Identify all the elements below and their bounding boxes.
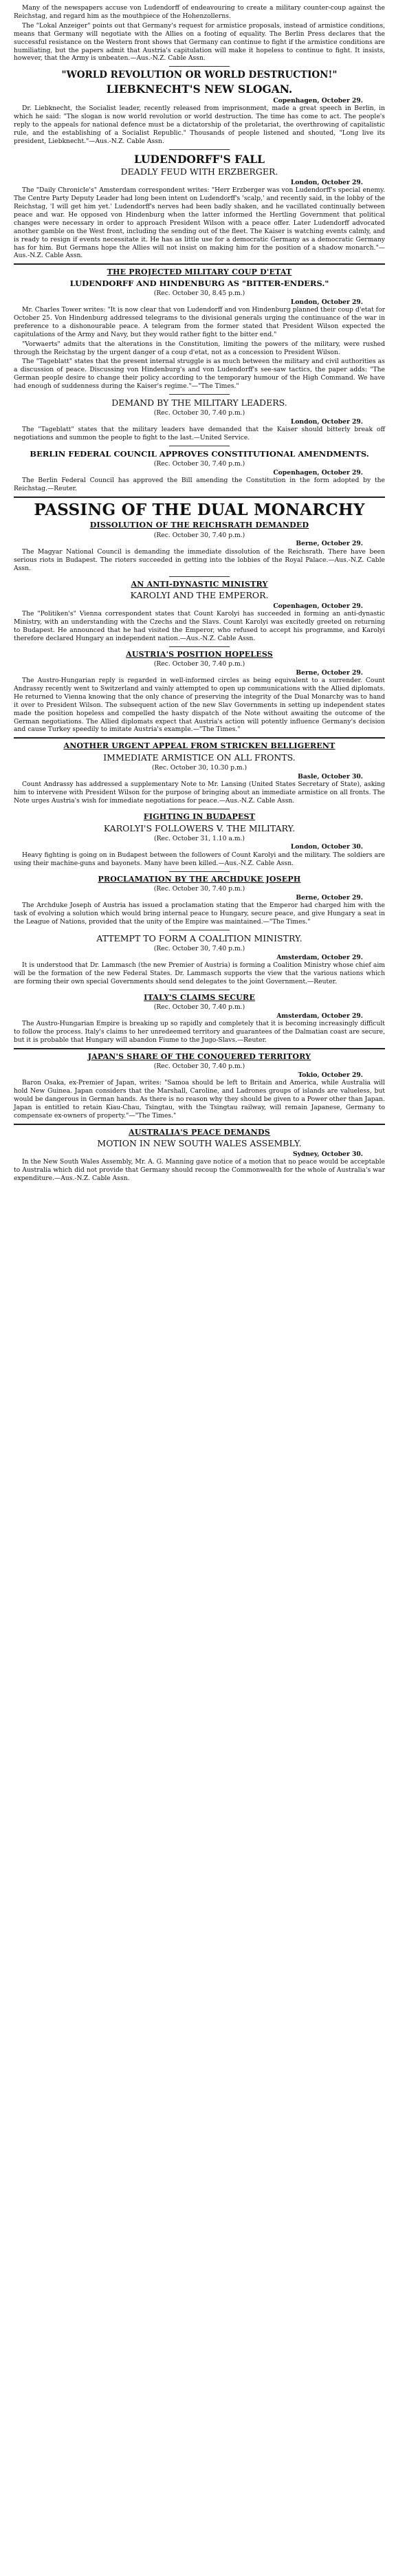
article-divider (169, 149, 230, 150)
received-time: (Rec. October 30, 7.40 p.m.) (153, 409, 245, 417)
headline (14, 521, 385, 530)
headline-text: MOTION IN NEW SOUTH WALES ASSEMBLY. (97, 1138, 302, 1149)
article-paragraph: "Vorwaerts" admits that the alterations in the Constitution, limiting the powers of the military, were rushed through the Reichstag by the urgent danger of a coup d'etat, not as a concession to President Wilson. (14, 340, 385, 356)
article-paragraph: The Archduke Joseph of Austria has issued a proclamation stating that the Emperor had charged him with the task of evolving a solution which would bring internal peace to Hungary, secure peace, and give Hungary a seat in the League of Nations, provided that the unity of the Empire was maintained.—"The Times." (14, 902, 385, 926)
received-time: (Rec. October 30, 8.45 p.m.) (153, 290, 245, 298)
headline (14, 70, 385, 81)
article-paragraph: The Austro-Hungarian reply is regarded in well-informed circles as being equivalent to a surrender. Count Andrassy recently went to Switzerland and vainly attempted to open up communications with the Allied diplomats. He returned to Vienna knowing that the only chance of preserving the integrity of the Dual Monarchy was to hand it over to President Wilson. The subsequent action of the new Slav Governments in setting up independent states made the position hopeless and compelled the hasty dispatch of the Note without awaiting the outcome of the German negotiations. The Allied diplomats expect that Austria's action will potently influence Germany's decision and cause Turkey speedily to imitate Austria's example.—"The Times." (14, 677, 385, 734)
article-paragraph: Dr. Liebknecht, the Socialist leader, recently released from imprisonment, made a great speech in Berlin, in which he said: "The slogan is now world revolution or world destruction. The time has come to act. The people's reply to the appeals for national defence must be a dictatorship of the proletariat, the overthrowing of capitalistic rule, and the establishing of a Socialist Republic." Thousands of people listened and shouted, "Long live its president, Liebknecht."—Aus.-N.Z. Cable Assn. (14, 105, 385, 145)
headline (14, 651, 385, 659)
article-paragraph: The "Lokal Anzeiger" points out that Germany's request for armistice proposals, instead of armistice conditions, means that Germany will negotiate with the Allies on a footing of equality. The Berlin Press declares that the successful resistance on the Western front shows that Germany can continue to fight if the armistice conditions are humiliating, but the papers admit that Austria's capitulation will make it hopeless to continue to fight. It insists, however, that the Army is unbeaten.—Aus.-N.Z. Cable Assn. (14, 21, 385, 63)
received-time: (Rec. October 30, 7.40 p.m.) (153, 460, 245, 468)
received-time: (Rec. October 30, 10.30 p.m.) (151, 764, 248, 772)
headline (14, 994, 385, 1003)
dateline: Berne, October 29. (296, 540, 363, 548)
received-time: (Rec. October 31, 1.10 a.m.) (154, 834, 245, 842)
headline (14, 268, 385, 277)
headline-text: "WORLD REVOLUTION OR WORLD DESTRUCTION!" (61, 69, 338, 81)
headline (14, 450, 385, 459)
dateline: Copenhagen, October 29. (273, 468, 363, 477)
headline-text: DISSOLUTION OF THE REICHSRATH DEMANDED (89, 521, 309, 530)
headline (14, 167, 385, 177)
article-paragraph: The Magyar National Council is demanding the immediate dissolution of the Reichsrath. There have been serious riots in Budapest. The rioters succeeded in getting into the lobbies of the Royal Palace.—Aus.-N.Z. Cable Assn. (14, 547, 385, 572)
headline (14, 501, 385, 519)
received-time: (Rec. October 30, 7.40 p.m.) (153, 1003, 245, 1012)
dateline: Amsterdam, October 29. (276, 1012, 363, 1020)
article-divider (169, 66, 230, 67)
headline (14, 875, 385, 884)
article-paragraph: The "Daily Chronicle's" Amsterdam correspondent writes: "Herr Erzberger was von Ludendorff's special enemy. The Centre Party Deputy Leader had long been intent on Ludendorff's 'scalp,' and recently said, in the lobby of the Reichstag, 'I will get him yet.' Ludendorff's nerves had been badly shaken, and he vacillated continually between peace and war. He opposed von Hindenburg when the latter informed the Hertling Government that political changes were necessary in order to approach President Wilson with a peace offer. Later Ludendorff advocated another gamble on the West front, including the sending out of the fleet. The Kaiser is watching events calmly, and is ready to resign if events necessitate it. He has as little use for a democratic Germany as a democratic Germany has for him. But Germans hope the Allies will not insist on making him for the position of a shadow monarch."—Aus.-N.Z. Cable Assn. (14, 186, 385, 260)
article-paragraph: Many of the newspapers accuse von Ludendorff of endeavouring to create a military counter-coup against the Reichstag, and regard him as the mouthpiece of the Hohenzollerns. (14, 4, 385, 20)
headline (14, 1128, 385, 1137)
received-time: (Rec. October 30, 7.40 p.m.) (153, 532, 245, 540)
headline-text: KAROLYI AND THE EMPEROR. (130, 590, 269, 601)
dateline: Basle, October 30. (298, 772, 363, 781)
headline (14, 591, 385, 600)
headline-text: AN ANTI-DYNASTIC MINISTRY (131, 579, 268, 589)
received-time: (Rec. October 30, 7.40 p.m.) (153, 1062, 245, 1071)
headline (14, 824, 385, 833)
article-paragraph: Baron Osaka, ex-Premier of Japan, writes: "Samoa should be left to Britain and America, while Australia will hold New Guinea. Japan considers that the Marshall, Caroline, and Ladrones groups of islands are valueless, but would be dangerous in German hands. As there is no reason why they should be given to a Power other than Japan. Japan is entitled to retain Kiau-Chau, Tsingtau, with the Tsingtau railway, will remain Japanese, Germany to compensate ex-owners of property."—"The Times." (14, 1079, 385, 1120)
section-divider (14, 496, 385, 498)
received-time: (Rec. October 30, 7.40 p.m.) (153, 885, 245, 893)
headline (14, 753, 385, 763)
headline-text: AUSTRIA'S POSITION HOPELESS (126, 649, 273, 659)
dateline: London, October 29. (290, 178, 363, 186)
headline-text: LIEBKNECHT'S NEW SLOGAN. (106, 82, 293, 96)
dateline: Tokio, October 29. (298, 1071, 363, 1079)
headline-text: ITALY'S CLAIMS SECURE (144, 992, 255, 1002)
article-paragraph: Mr. Charles Tower writes: "It is now clear that von Ludendorff and von Hindenburg planned their coup d'etat for October 25. Von Hindenburg addressed telegrams to the divisional generals urging the continuance of the war in preference to a dishonourable peace. A telegram from the former stated that President Wilson expected the capitulations of the Army and Navy, but they would rather fight to the bitter end." (14, 306, 385, 338)
headline (14, 279, 385, 288)
dateline: Copenhagen, October 29. (273, 96, 363, 105)
dateline: London, October 29. (290, 298, 363, 306)
dateline: Berne, October 29. (296, 668, 363, 677)
article-divider (169, 871, 230, 872)
article-paragraph: Heavy fighting is going on in Budapest between the followers of Count Karolyi and the military. The soldiers are using their machine-guns and bayonets. Many have been killed.—Aus.-N.Z. Cable Assn. (14, 851, 385, 867)
article-divider (169, 576, 230, 577)
headline-text: IMMEDIATE ARMISTICE ON ALL FRONTS. (103, 752, 296, 763)
section-divider (14, 1124, 385, 1125)
headline-text: PASSING OF THE DUAL MONARCHY (34, 500, 365, 519)
received-time: (Rec. October 30, 7.40 p.m.) (153, 945, 245, 953)
headline (14, 813, 385, 822)
article-paragraph: The Austro-Hungarian Empire is breaking up so rapidly and completely that it is becoming increasingly difficult to follow the process. Italy's claims to her unredeemed territory and guarantees of the Dalmatian coast are secure, but it is probable that Hungary will abandon Fiume to the Jugo-Slavs.—Reuter. (14, 1020, 385, 1044)
headline (14, 83, 385, 96)
headline (14, 934, 385, 943)
headline (14, 1139, 385, 1148)
dateline: Berne, October 29. (296, 893, 363, 902)
headline-text: FIGHTING IN BUDAPEST (143, 811, 256, 821)
headline-text: ATTEMPT TO FORM A COALITION MINISTRY. (96, 932, 302, 943)
dateline: London, October 29. (290, 417, 363, 426)
headline-text: PROCLAMATION BY THE ARCHDUKE JOSEPH (98, 874, 301, 884)
article-paragraph: It is understood that Dr. Lammasch (the new Premier of Austria) is forming a Coalition Ministry whose chief aim will be the formation of the new Federal States. Dr. Lammasch supports the view that the various nations which are forming their own special Governments should send delegates to the joint Government.—Reuter. (14, 961, 385, 985)
article-paragraph: In the New South Wales Assembly, Mr. A. G. Manning gave notice of a motion that no peace would be acceptable to Australia which did not provide that Germany should recoup the Commonwealth for the whole of Australia's war expenditure.—Aus.-N.Z. Cable Assn. (14, 1158, 385, 1183)
headline (14, 153, 385, 166)
section-divider (14, 1048, 385, 1049)
headline-text: DEMAND BY THE MILITARY LEADERS. (111, 397, 287, 408)
headline-text: KAROLYI'S FOLLOWERS V. THE MILITARY. (103, 822, 296, 833)
headline-text: LUDENDORFF'S FALL (133, 152, 265, 166)
headline (14, 1053, 385, 1062)
dateline: London, October 30. (290, 843, 363, 851)
headline-text: JAPAN'S SHARE OF THE CONQUERED TERRITORY (87, 1051, 311, 1061)
received-time: (Rec. October 30, 7.40 p.m.) (153, 660, 245, 668)
headline-text: ANOTHER URGENT APPEAL FROM STRICKEN BELLIGERENT (63, 741, 336, 751)
headline-text: DEADLY FEUD WITH ERZBERGER. (120, 166, 278, 177)
article-paragraph: The "Tageblatt" states that the present internal struggle is as much between the military and civil authorities as a discussion of peace. Discussing von Hindenburg's and von Ludendorff's see-saw tactics, the paper adds: "The German people desire to change their policy according to the temporary humour of the High Command. We have had enough of suddenness during the Kaiser's regime."—"The Times." (14, 358, 385, 391)
article-divider (169, 394, 230, 395)
article-paragraph: Count Andrassy has addressed a supplementary Note to Mr. Lansing (United States Secretary of State), asking him to intervene with President Wilson for the purpose of bringing about an immediate armistice on all fronts. The Note urges Austria's wish for immediate negotiations for peace.—Aus.-N.Z. Cable Assn. (14, 781, 385, 805)
section-divider (14, 737, 385, 739)
headline-text: LUDENDORFF AND HINDENBURG AS "BITTER-ENDERS." (69, 279, 329, 288)
dateline: Amsterdam, October 29. (276, 953, 363, 961)
headline-text: AUSTRALIA'S PEACE DEMANDS (129, 1127, 270, 1137)
article-paragraph: The Berlin Federal Council has approved the Bill amending the Constitution in the form adopted by the Reichstag.—Reuter. (14, 477, 385, 493)
headline (14, 742, 385, 751)
article-paragraph: The "Politiken's" Vienna correspondent states that Count Karolyi has succeeded in forming an anti-dynastic Ministry, with an understanding with the Czechs and the Slavs. Count Karolyi was excitedly greeted on returning to Budapest. He announced that he had visited the Emperor, who refused to accept his programme, and Karolyi therefore declared Hungary an independent nation.—Aus.-N.Z. Cable Assn. (14, 609, 385, 642)
dateline: Sydney, October 30. (292, 1150, 363, 1158)
section-divider (14, 263, 385, 265)
headline (14, 398, 385, 408)
article-divider (169, 646, 230, 647)
dateline: Copenhagen, October 29. (273, 602, 363, 610)
article-paragraph: The "Tageblatt" states that the military leaders have demanded that the Kaiser should bitterly break off negotiations and summon the people to fight to the last.—United Service. (14, 426, 385, 442)
headline (14, 580, 385, 589)
headline-text: BERLIN FEDERAL COUNCIL APPROVES CONSTITUTIONAL AMENDMENTS. (30, 449, 369, 459)
headline-text: THE PROJECTED MILITARY COUP D'ETAT (107, 268, 292, 277)
